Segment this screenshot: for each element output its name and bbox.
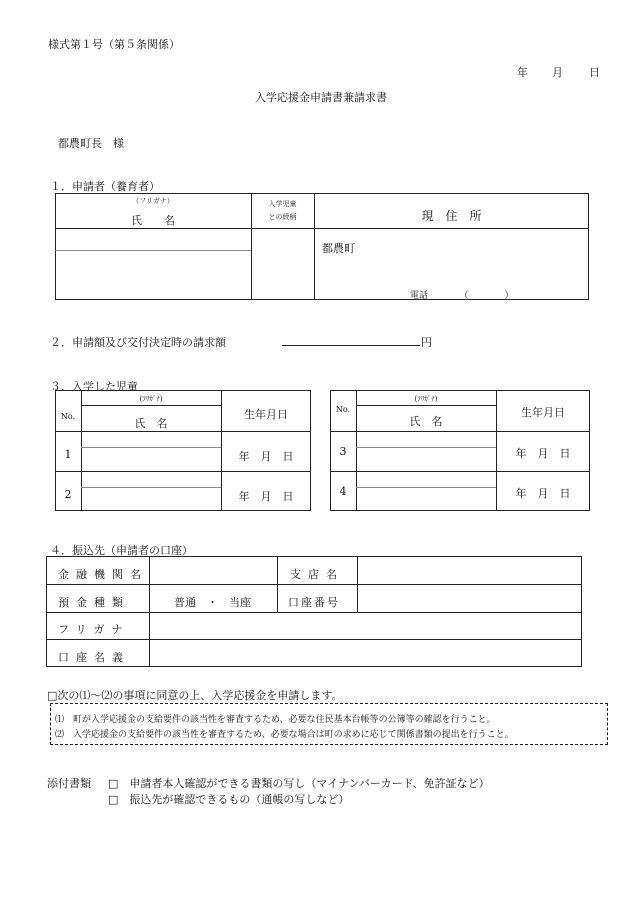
row-no-1: 1 [64, 448, 72, 461]
account-number-label: 口座番号 [288, 596, 340, 609]
deposit-type-options[interactable]: 普通 ・ 当座 [174, 596, 251, 609]
applicant-name-label: 氏 名 [131, 214, 175, 227]
row-date-2: 年 月 日 [238, 490, 294, 503]
page-title: 入学応援金申請書兼請求書 [255, 91, 387, 104]
addressee: 都農町長 様 [58, 137, 124, 150]
address-label: 現 住 所 [421, 209, 482, 223]
date-year: 年 [517, 66, 528, 79]
section4-title: ４．振込先（申請者の口座） [50, 544, 193, 557]
consent-statement: □次の⑴～⑵の事項に同意の上、入学応援金を申請します。 [47, 689, 343, 702]
section2-title: ２．申請額及び交付決定時の請求額 [50, 336, 226, 349]
birth-label-right: 生年月日 [521, 406, 565, 419]
row-date-3: 年 月 日 [515, 447, 571, 460]
account-holder-label: 口座名義 [58, 651, 130, 664]
form-number: 様式第１号（第５条関係） [48, 38, 180, 51]
town-name: 都農町 [322, 242, 355, 255]
no-label-left: No. [60, 412, 76, 421]
date-month: 月 [552, 66, 563, 79]
date-day: 日 [589, 66, 600, 79]
consent-item-1: ⑴ 町が入学応援金の支給要件の該当性を審査するため、必要な住民基本台帳等の公簿等の確認を行うこと。 [55, 715, 496, 725]
attachments-label: 添付書類 [47, 777, 91, 790]
kana-label: フリガナ [58, 623, 130, 636]
row-no-4: 4 [339, 485, 347, 498]
furigana-label: （フリガナ） [132, 197, 174, 205]
child-furigana-left: (ﾌﾘｶﾞﾅ) [139, 395, 163, 403]
phone-label: 電話 （ ） [410, 291, 514, 301]
attachment-item-1: □ 申請者本人確認ができる書類の写し（マイナンバーカード、免許証など） [108, 777, 490, 790]
deposit-type-label: 預金種類 [58, 596, 130, 609]
bank-name-label: 金融機関名 [58, 568, 148, 581]
birth-label-left: 生年月日 [244, 408, 288, 421]
child-name-label-left: 氏 名 [134, 417, 168, 430]
consent-item-2: ⑵ 入学応援金の支給要件の該当性を審査するため、必要な場合は町の求めに応じて関係書類の提出を行うこと。 [55, 730, 514, 740]
row-no-2: 2 [64, 488, 72, 501]
child-name-label-right: 氏 名 [409, 415, 443, 428]
section1-title: １．申請者（養育者） [50, 180, 160, 193]
amount-field[interactable] [282, 345, 420, 346]
relation-label-1: 入学児童 [268, 200, 297, 208]
branch-label: 支店名 [290, 568, 344, 581]
amount-unit: 円 [421, 336, 432, 349]
no-label-right: No. [335, 405, 351, 414]
row-no-3: 3 [339, 445, 347, 458]
row-date-1: 年 月 日 [238, 450, 294, 463]
row-date-4: 年 月 日 [515, 487, 571, 500]
section3-title: ３．入学した児童 [50, 380, 138, 393]
child-furigana-right: (ﾌﾘｶﾞﾅ) [414, 395, 438, 403]
attachment-item-2: □ 振込先が確認できるもの（通帳の写しなど） [108, 793, 350, 806]
relation-label-2: との続柄 [268, 213, 297, 221]
